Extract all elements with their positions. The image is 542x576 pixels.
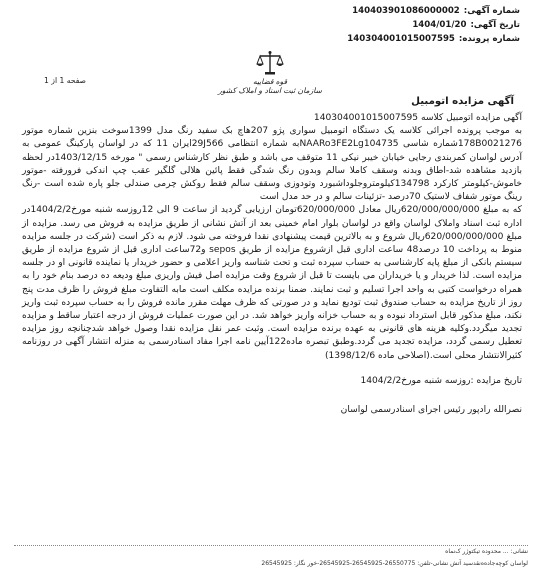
document-meta <box>347 4 520 46</box>
scales-of-justice-icon <box>255 50 285 76</box>
ad-number-row <box>347 4 520 18</box>
footer-note: نشانی: ... محدوده تیکتوژر ک‌نماه <box>445 548 528 555</box>
ad-date-row <box>347 18 520 32</box>
file-number-label: شماره پرونده: <box>458 34 520 44</box>
notice-subject: آگهی مزایده اتومبیل کلاسه 140304001015007595 <box>313 113 522 123</box>
notice-body <box>22 112 522 363</box>
auction-terms: که به مبلغ 620/000/000/000ریال معادل 620/000/000تومان ارزیابی گردید از ساعت 9 الی 12روزسه شنبه مورخ1404/2/2در اداره ثبت اسناد واملاک لواسان واقع در لواسان بلوار امام خمینی بعد از آتش نشانی از طریق مزایده به فروش می رسد. مزایده از مبلغ 620/000/000/000ریال شروع و به بالاترین قیمت پیشنهادی نقدا فروخته می شود. لازم به ذکر است (شرکت در جلسه مزایده منوط به پرداخت 10 درصد48 ساعت اداری قبل ازشروع مزایده از طریق sepos و72ساعت اداری قبل از شروع مزایده از طریق سیستم بانکی از مبلغ پایه کارشناسی به حساب سپرده ثبت و تحت شناسه واریز اعلامی و حضور خریدار یا نماینده قانونی او در جلسه مزایده است. لذا خریدار و یا خریداران می بایست تا قبل از شروع وقت مزایده اصل فیش واریزی مبلغ ودیعه ده درصد بنام خود را به همراه درخواست کتبی به واحد اجرا تسلیم و ثبت نمایند. ضمنا برنده مزایده مکلف است مابه التفاوت مبلغ فروش را ظرف مدت پنج روز از تاریخ مزایده به حساب صندوق ثبت تودیع نماید و در صورتی که ظرف مهلت مقرر مانده فروش را به حساب سپرده ثبت واریز نکند، مبلغ مذکور قابل استرداد نبوده و به حساب خزانه واریز خواهد شد. در این صورت عملیات فروش از درجه اعتبار ساقط و مزایده تجدید میگردد.وکلیه هزینه های قانونی به عهده برنده مزایده است. وثبت عمر نقل مزایده نقدا وصول خواهد شدچنانچه روز مزایده تعطیل رسمی گردد، مزایده تجدید می گردد.وطبق تبصره ماده122آیین نامه اجرا مفاد اسنادرسمی به منزله انتشار آگهی در روزنامه کثیرالانتشار محلی است.(اصلاحی ماده 1398/12/6) <box>22 205 523 361</box>
ad-number: 140403901086000002 <box>352 6 460 16</box>
ad-date-label: تاریخ آگهی: <box>470 20 520 30</box>
footer-divider <box>14 545 528 546</box>
vehicle-description: به موجب پرونده اجرائی کلاسه یک دستگاه اتومبیل سواری پژو 207هاچ بک سفید رنگ مدل 1399سوخت بنزین شماره موتور 178B0021276شماره شاسی NAARo3FE2Lg104735به شماره انتظامی 29J566ایران 11 که در لواسان پارکینگ عمومی به آدرس لواسان کمربندی رجایی خیابان خیبر نیکی 11 متوقف می باشد و طبق نظر کارشناس رسمی " مورخه 1403/12/15در لحظه بازدید مشاهده شد-اطاق وبدنه وسقف کاملا سالم وبدون رنگ شدگی فقط پائین هلالی گلگیر عقب چپ اندکی فرورفته -موتور خاموش-کیلومتر کارکرد 134798کیلومتروجلوداشبورد وتودوزی وسقف سالم فقط روکش چرمی صندلی جلو پاره شده است -رنگ رینگ موتور شفاف لاستیک 70درصد -تزئینات سالم و در حد مدل است <box>22 126 523 203</box>
notice-title: آگهی مزایده اتومبیل <box>411 96 514 107</box>
ad-date: 1404/01/20 <box>412 20 467 30</box>
judiciary-name: قوه قضاییه <box>252 77 287 86</box>
auction-date: تاریخ مزایده :روزسه شنبه مورخ1404/2/2 <box>360 376 522 386</box>
judiciary-emblem <box>205 50 335 95</box>
signature: نصرالله رادپور رئیس اجرای اسنادرسمی لواسان <box>340 405 522 415</box>
file-number: 140304001015007595 <box>347 34 455 44</box>
file-number-row <box>347 32 520 46</box>
ad-number-label: شماره آگهی: <box>463 6 520 16</box>
page-number: صفحه 1 از 1 <box>44 76 86 85</box>
agency-name: سازمان ثبت اسناد و املاک کشور <box>218 86 322 95</box>
footer-address: لواسان کوچه‌جاده‌ه‌نقدسید آتش نشانی-تلفن: 26550775-26545925-26545925-خور نگار: 26545925 <box>261 560 528 567</box>
